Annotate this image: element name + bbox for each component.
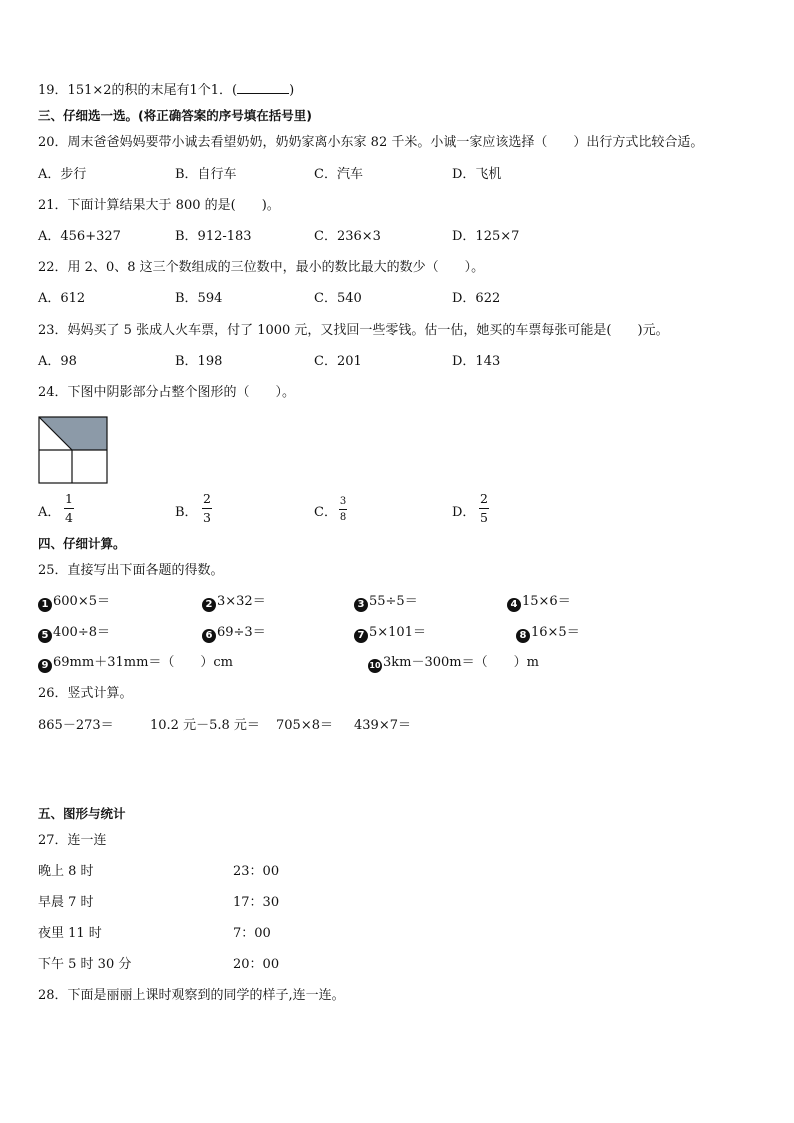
item-number-badge: 8 — [516, 629, 530, 643]
fraction-numerator: 3 — [339, 496, 347, 507]
expression: 600×5＝ — [53, 594, 110, 609]
expression: 3×32＝ — [217, 594, 266, 609]
item-number-badge: 9 — [38, 659, 52, 673]
q22-option-b[interactable]: B．594 — [175, 291, 223, 306]
question-22: 22．用 2、0、8 这三个数组成的三位数中，最小的数比最大的数少（ ）。 — [38, 260, 485, 275]
section-4-heading: 四、仔细计算。 — [38, 536, 126, 551]
q21-option-a[interactable]: A．456+327 — [38, 229, 121, 244]
q27-right-item-4[interactable]: 20：00 — [233, 957, 280, 972]
q25-item-3 — [354, 594, 418, 612]
q22-option-c[interactable]: C．540 — [314, 291, 362, 306]
item-number-badge: 2 — [202, 598, 216, 612]
fraction-denominator: 3 — [203, 510, 211, 525]
q27-left-item-4[interactable]: 下午 5 时 30 分 — [38, 957, 132, 972]
q23-option-a[interactable]: A．98 — [38, 354, 77, 369]
q23-option-b[interactable]: B．198 — [175, 354, 223, 369]
fraction-denominator: 5 — [480, 510, 488, 525]
question-26: 26．竖式计算。 — [38, 686, 133, 701]
q24-option-c-letter[interactable]: C． — [314, 505, 337, 520]
item-number-badge: 1 — [38, 598, 52, 612]
fraction-denominator: 4 — [65, 510, 73, 525]
q27-right-item-2[interactable]: 17：30 — [233, 895, 280, 910]
expression: 15×6＝ — [522, 594, 571, 609]
q27-left-item-3[interactable]: 夜里 11 时 — [38, 926, 102, 941]
fraction-bar — [479, 508, 489, 509]
item-number-badge: 7 — [354, 629, 368, 643]
q26-item-4: 439×7＝ — [354, 718, 411, 733]
q27-right-item-3[interactable]: 7：00 — [233, 926, 271, 941]
shaded-region — [39, 417, 107, 450]
fraction-bar — [202, 508, 212, 509]
q26-item-2: 10.2 元－5.8 元＝ — [150, 718, 260, 733]
item-number-badge: 6 — [202, 629, 216, 643]
q23-option-c[interactable]: C．201 — [314, 354, 362, 369]
q20-option-c[interactable]: C．汽车 — [314, 167, 363, 182]
q20-option-a[interactable]: A．步行 — [38, 167, 87, 182]
expression: 400÷8＝ — [53, 625, 110, 640]
q21-option-b[interactable]: B．912-183 — [175, 229, 252, 244]
q20-option-d[interactable]: D．飞机 — [452, 167, 502, 182]
item-number-badge: 10 — [368, 659, 382, 673]
question-24: 24．下图中阴影部分占整个图形的（ ）。 — [38, 385, 296, 400]
fraction-bar — [339, 509, 347, 510]
expression: 5×101＝ — [369, 625, 426, 640]
expression: 69÷3＝ — [217, 625, 266, 640]
fraction-numerator: 1 — [65, 491, 73, 506]
question-19-close: ) — [289, 83, 295, 98]
q22-option-d[interactable]: D．622 — [452, 291, 501, 306]
q24-option-a-letter[interactable]: A． — [38, 505, 61, 520]
q25-item-9 — [38, 655, 233, 673]
section-3-heading: 三、仔细选一选。(将正确答案的序号填在括号里) — [38, 108, 312, 123]
q25-item-2 — [202, 594, 266, 612]
shaded-rectangle-figure — [38, 416, 110, 488]
question-19 — [38, 81, 294, 99]
q27-right-item-1[interactable]: 23：00 — [233, 864, 280, 879]
q24-option-b-letter[interactable]: B． — [175, 505, 198, 520]
q24-option-d-fraction[interactable] — [479, 492, 489, 525]
q25-item-7 — [354, 625, 426, 643]
q21-option-c[interactable]: C．236×3 — [314, 229, 381, 244]
question-19-text: 19．151×2的积的末尾有1个1．( — [38, 83, 238, 98]
expression: 69mm＋31mm＝（ ）cm — [53, 655, 234, 670]
section-5-heading: 五、图形与统计 — [38, 806, 126, 821]
q26-item-3: 705×8＝ — [276, 718, 333, 733]
q25-item-5 — [38, 625, 110, 643]
q20-option-b[interactable]: B．自行车 — [175, 167, 237, 182]
q23-option-d[interactable]: D．143 — [452, 354, 501, 369]
q25-item-10 — [368, 655, 539, 673]
question-25: 25．直接写出下面各题的得数。 — [38, 563, 224, 578]
item-number-badge: 3 — [354, 598, 368, 612]
q25-item-4 — [507, 594, 571, 612]
q26-item-1: 865－273＝ — [38, 718, 114, 733]
q25-item-6 — [202, 625, 266, 643]
fraction-denominator: 8 — [339, 512, 347, 523]
q24-option-b-fraction[interactable] — [202, 492, 212, 525]
answer-blank[interactable] — [237, 81, 289, 94]
q24-option-a-fraction[interactable] — [64, 492, 74, 525]
question-20: 20．周末爸爸妈妈要带小诚去看望奶奶，奶奶家离小东家 82 千米。小诚一家应该选择（ ）出行方式比较合适。 — [38, 135, 704, 150]
q21-option-d[interactable]: D．125×7 — [452, 229, 520, 244]
expression: 55÷5＝ — [369, 594, 418, 609]
q24-option-d-letter[interactable]: D． — [452, 505, 476, 520]
question-28: 28．下面是丽丽上课时观察到的同学的样子,连一连。 — [38, 988, 345, 1003]
item-number-badge: 5 — [38, 629, 52, 643]
q27-left-item-1[interactable]: 晚上 8 时 — [38, 864, 94, 879]
fraction-numerator: 2 — [203, 491, 211, 506]
expression: 16×5＝ — [531, 625, 580, 640]
shaded-figure-svg — [38, 416, 110, 484]
expression: 3km－300m＝（ ）m — [383, 655, 539, 670]
question-23: 23．妈妈买了 5 张成人火车票，付了 1000 元，又找回一些零钱。估一估，她买的车票每张可能是( )元。 — [38, 323, 669, 338]
q24-option-c-fraction[interactable] — [339, 496, 347, 523]
q27-left-item-2[interactable]: 早晨 7 时 — [38, 895, 94, 910]
fraction-numerator: 2 — [480, 491, 488, 506]
fraction-bar — [64, 508, 74, 509]
q22-option-a[interactable]: A．612 — [38, 291, 86, 306]
question-27: 27．连一连 — [38, 833, 107, 848]
q25-item-1 — [38, 594, 110, 612]
item-number-badge: 4 — [507, 598, 521, 612]
question-21: 21．下面计算结果大于 800 的是( )。 — [38, 198, 280, 213]
q25-item-8 — [516, 625, 580, 643]
